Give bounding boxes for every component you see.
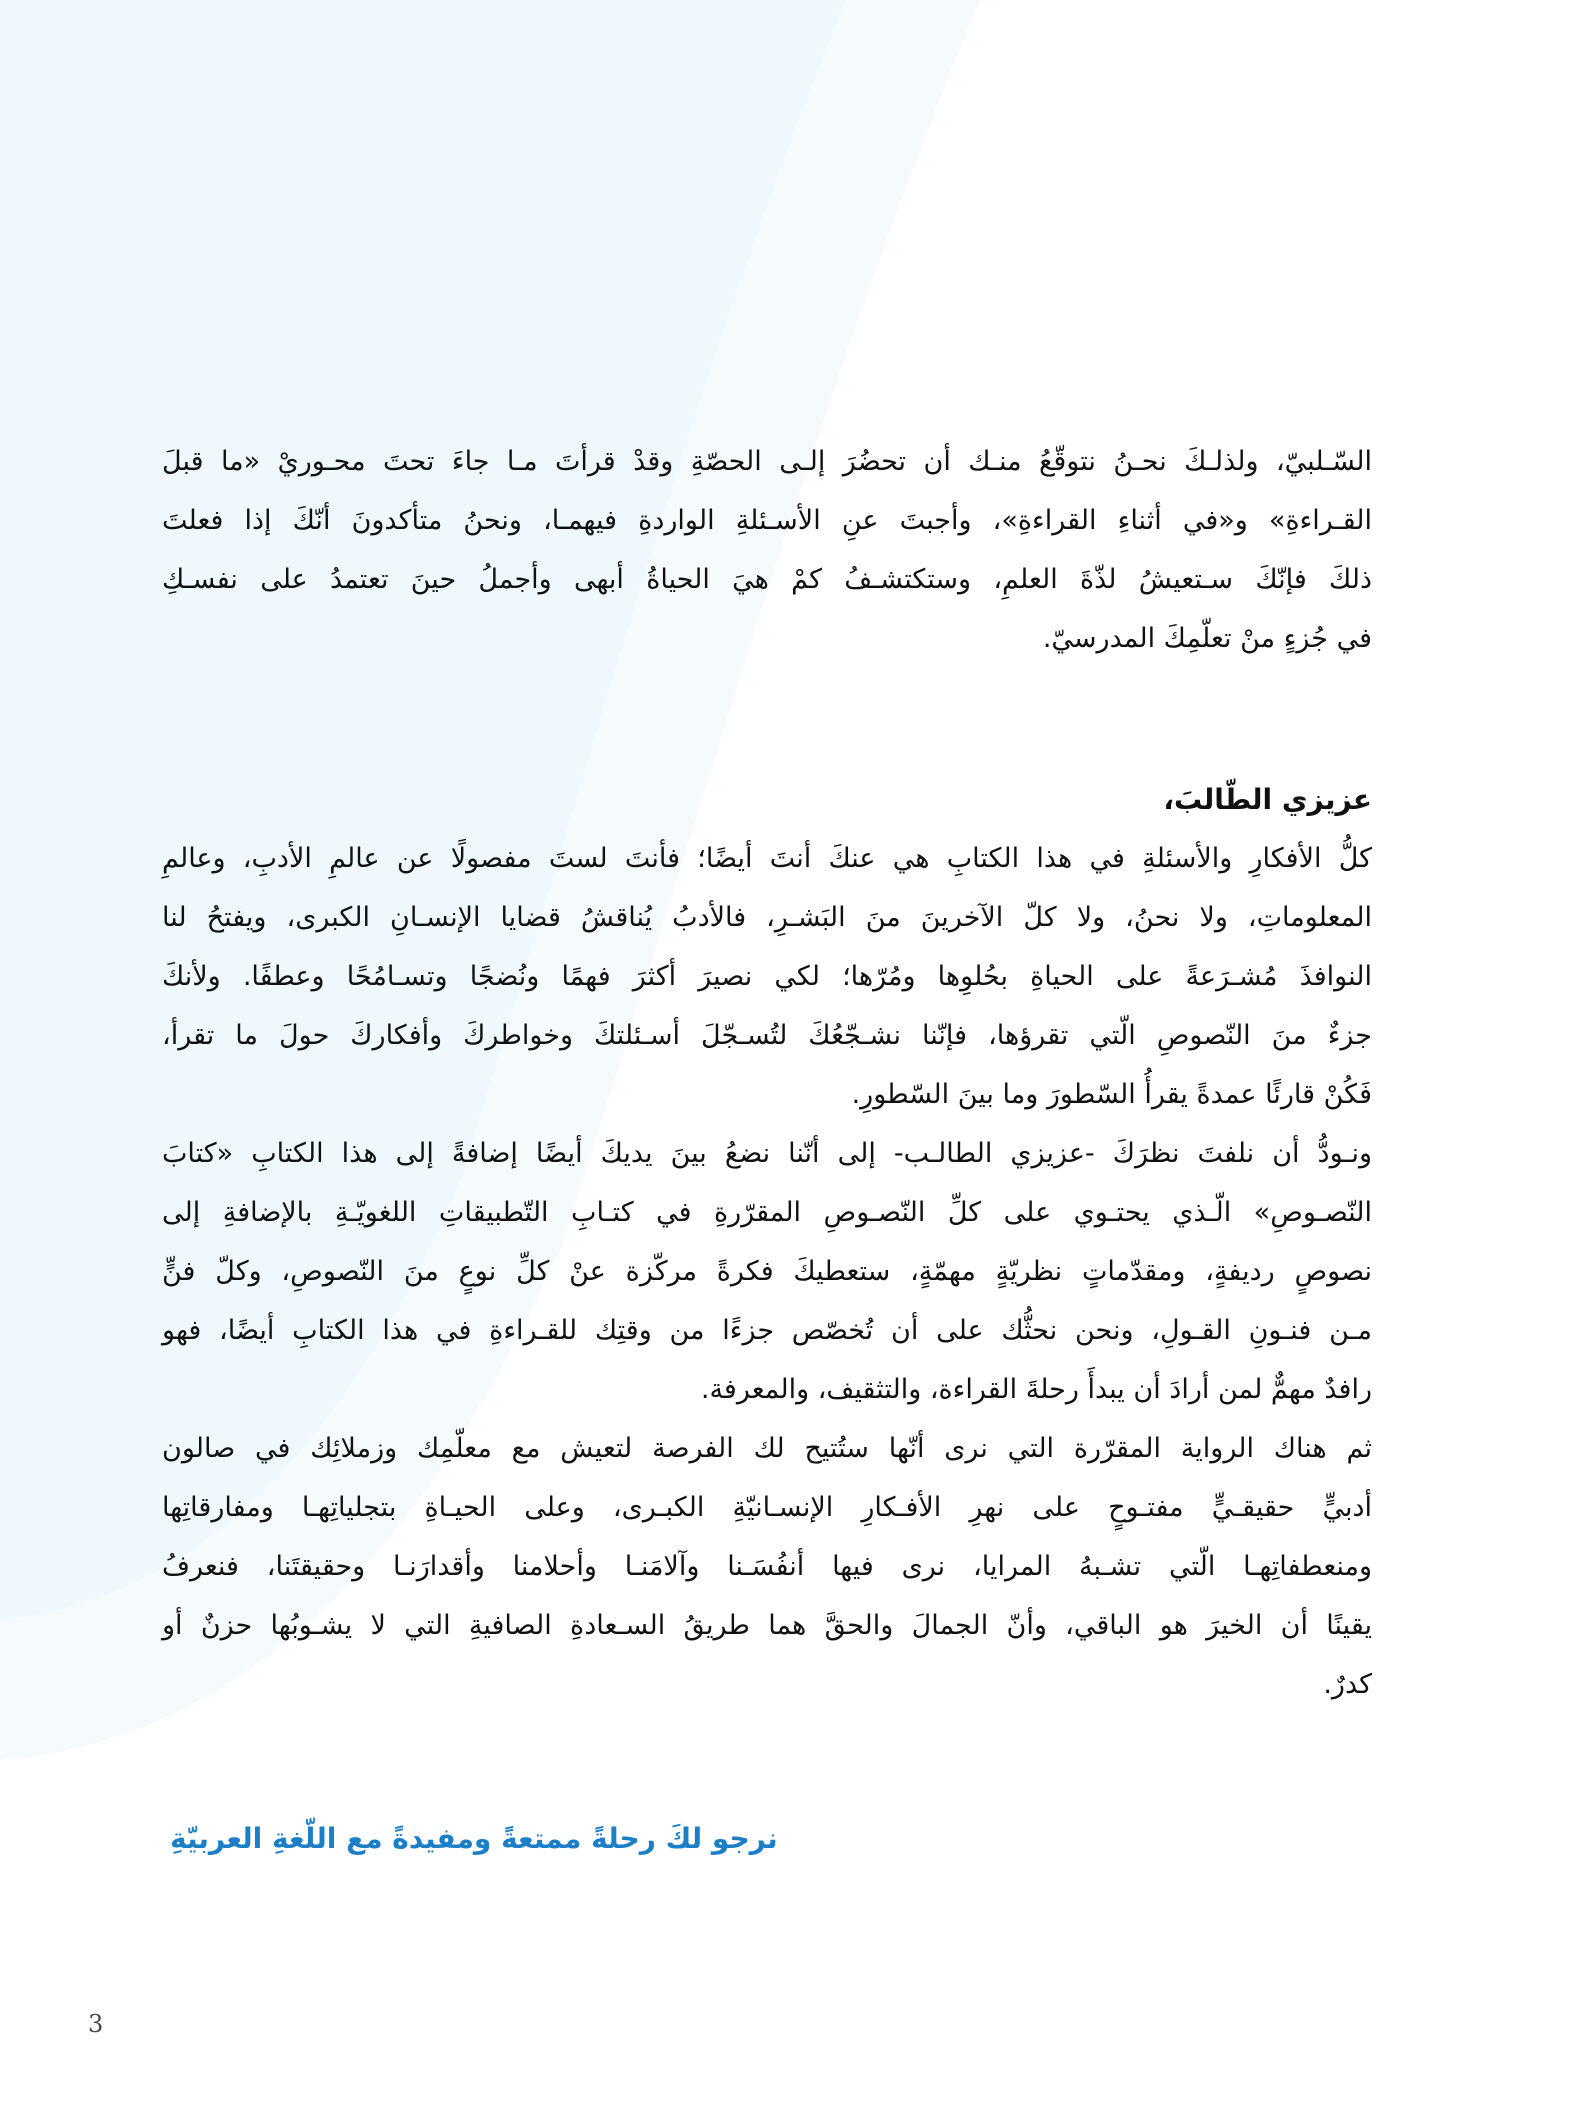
text-line: ثم هناك الرواية المقرّرة التي نرى أنّها ستُتيح لك الفرصة لتعيش مع معلّمِك وزملائِك في صالون — [162, 1433, 1372, 1464]
body-paragraph — [162, 1419, 1372, 1714]
text-line: المعلوماتِ، ولا نحنُ، ولا كلّ الآخرينَ منَ البَشـرِ، فالأدبُ يُناقشُ قضايا الإنسـانِ الكبرى، ويفتحُ لنا — [162, 902, 1372, 933]
page-number: 3 — [88, 2010, 104, 2038]
text-line: أدبيٍّ حقيقـيٍّ مفتـوحٍ على نهرِ الأفـكارِ الإنسـانيّةِ الكبـرى، وعلى الحيـاةِ بتجلياتِهـا ومفارقاتِها — [162, 1492, 1372, 1523]
text-line: يقينًا أن الخيرَ هو الباقي، وأنّ الجمالَ والحقَّ هما طريقُ السـعادةِ الصافيةِ التي لا يشـوبُها حزنٌ أو — [162, 1610, 1372, 1641]
text-line: نصوصٍ رديفةٍ، ومقدّماتٍ نظريّةٍ مهمّةٍ، ستعطيكَ فكرةً مركّزة عنْ كلِّ نوعٍ منَ النّصوصِ، وكلّ فنٍّ — [162, 1256, 1372, 1287]
text-line: فَكُنْ قارئًا عمدةً يقرأُ السّطورَ وما بينَ السّطورِ. — [851, 1079, 1372, 1110]
text-line: السّـلبيّ، ولذلـكَ نحـنُ نتوقّعُ منـك أن تحضُرَ إلـى الحصّةِ وقدْ قرأتَ مـا جاءَ تحتَ محـوريْ «ما قبلَ — [162, 446, 1372, 477]
text-line: رافدٌ مهمٌّ لمن أرادَ أن يبدأَ رحلةَ القراءة، والتثقيف، والمعرفة. — [700, 1374, 1372, 1405]
text-line: كلُّ الأفكارِ والأسئلةِ في هذا الكتابِ هي عنكَ أنتَ أيضًا؛ فأنتَ لستَ مفصولًا عن عالمِ الأدبِ، وعالمِ — [162, 843, 1372, 874]
text-line: مـن فنـونِ القـولِ، ونحن نحثُّك على أن تُخصّص جزءًا من وقتِك للقـراءةِ في هذا الكتابِ أيضًا، فهو — [162, 1315, 1372, 1346]
text-line: في جُزءٍ منْ تعلّمِكَ المدرسيّ. — [1042, 623, 1372, 654]
text-line: القـراءةِ» و«في أثناءِ القراءةِ»، وأجبتَ عنِ الأسـئلةِ الواردةِ فيهمـا، ونحنُ متأكدونَ أنّكَ إذا فعلتَ — [162, 505, 1372, 536]
text-line: ذلكَ فإنّكَ سـتعيشُ لذّةَ العلمِ، وستكتشـفُ كمْ هيَ الحياةُ أبهى وأجملُ حينَ تعتمدُ على نفسـكِ — [162, 564, 1372, 595]
text-line: كدرٌ. — [1323, 1669, 1372, 1700]
body-paragraph — [162, 1124, 1372, 1419]
text-line: جزءٌ منَ النّصوصِ الّتي تقرؤها، فإنّنا نشـجّعُكَ لتُسـجّلَ أسـئلتكَ وخواطركَ وأفكاركَ حولَ ما تقرأ، — [162, 1020, 1372, 1051]
text-line: النّصـوصِ» الّـذي يحتـوي على كلِّ النّصـوصِ المقرّرةِ في كتـابِ التّطبيقاتِ اللغويّـةِ بالإضافةِ إلى — [162, 1197, 1372, 1228]
body-text — [162, 829, 1372, 1714]
text-line: ومنعطفاتِهـا الّتي تشـبهُ المرايا، نرى فيها أنفُسَـنا وآلامَنـا وأحلامنا وأقدارَنـا وحقيقتَنا، فنعرفُ — [162, 1551, 1372, 1582]
body-paragraph — [162, 829, 1372, 1124]
text-line: ونـودُّ أن نلفتَ نظرَكَ -عزيزي الطالـب- إلى أنّنا نضعُ بينَ يديكَ أيضًا إضافةً إلى هذا الكتابِ «كتابَ — [162, 1138, 1372, 1169]
text-line: النوافذَ مُشـرَعةً على الحياةِ بحُلوِها ومُرّها؛ لكي نصيرَ أكثرَ فهمًا ونُضجًا وتسـامُحًا وعطفًا. ولأنكَ — [162, 961, 1372, 992]
greeting-heading: عزيزي الطّالبَ، — [1163, 783, 1372, 816]
closing-wish: نرجو لكَ رحلةً ممتعةً ومفيدةً مع اللّغةِ العربيّةِ — [170, 1822, 778, 1855]
intro-paragraph — [162, 432, 1372, 668]
